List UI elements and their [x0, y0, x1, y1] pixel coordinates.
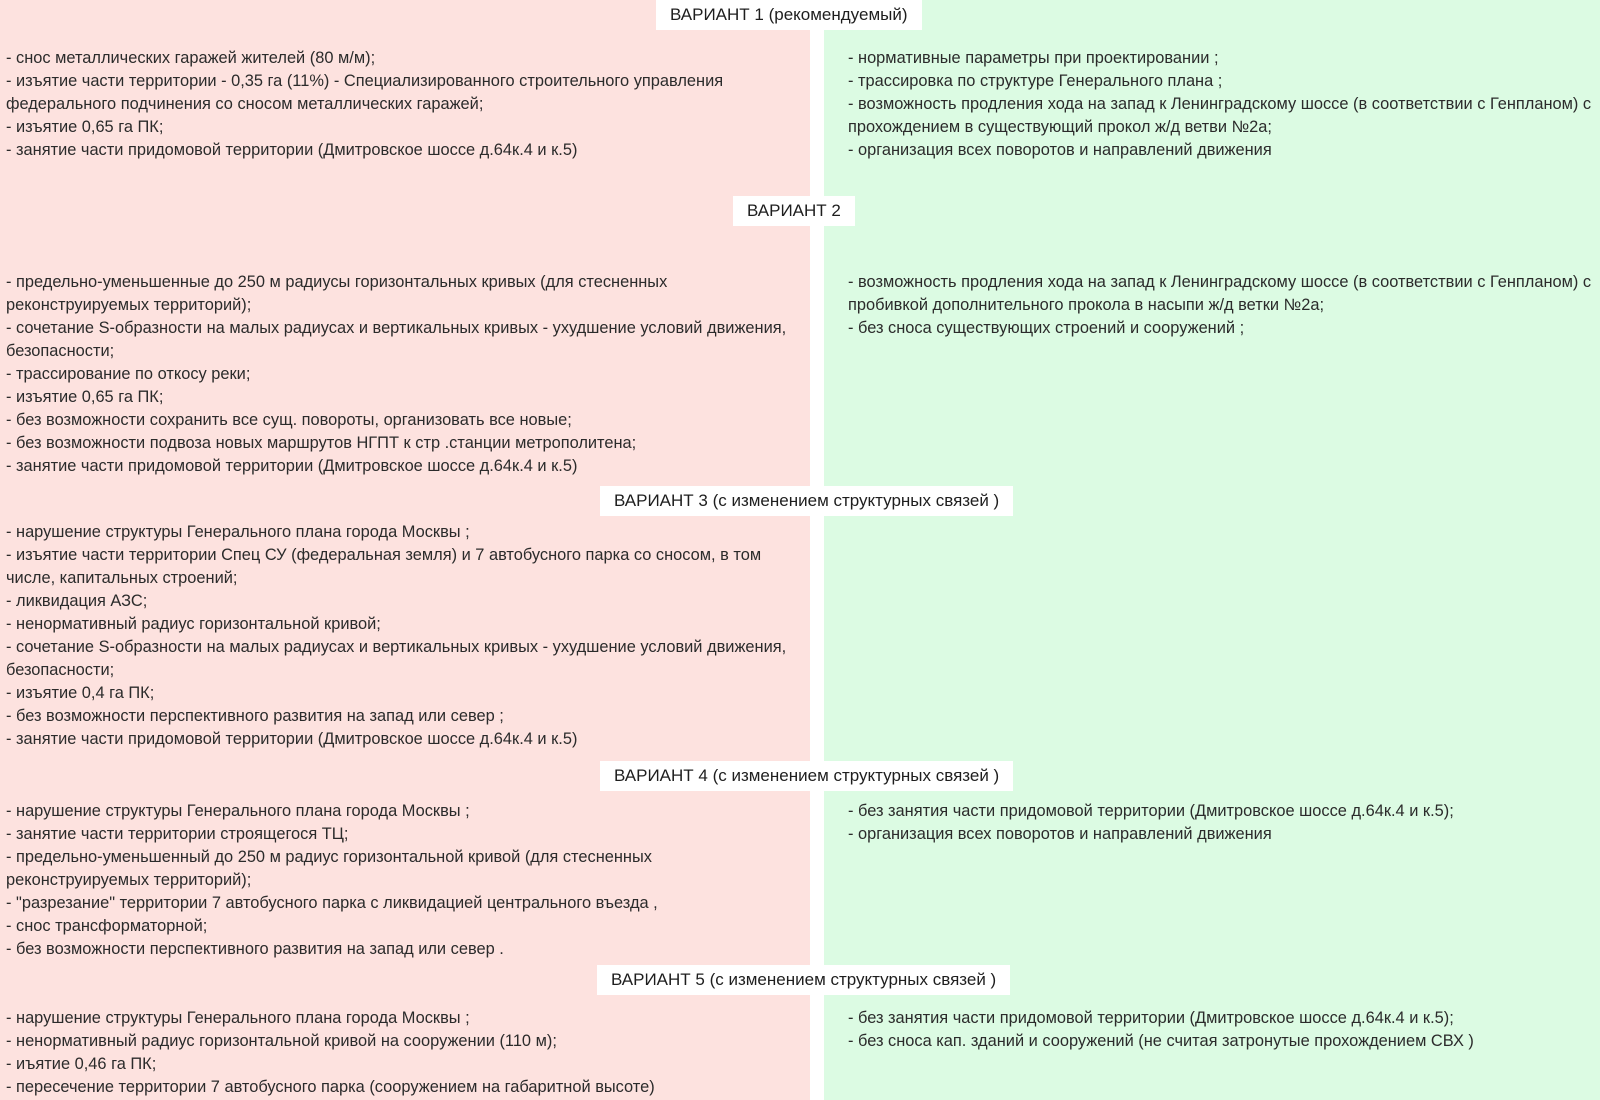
- list-item: - без занятия части придомовой территории (Дмитровское шоссе д.64к.4 и к.5);: [848, 1009, 1454, 1027]
- column-divider: [810, 0, 824, 1100]
- variant-2-heading: ВАРИАНТ 2: [733, 196, 855, 226]
- list-item: - снос трансформаторной;: [6, 917, 208, 935]
- list-item: - нарушение структуры Генерального плана города Москвы ;: [6, 802, 470, 820]
- list-item: - снос металлических гаражей жителей (80 м/м);: [6, 49, 376, 67]
- variant-4-heading: ВАРИАНТ 4 (с изменением структурных связей ): [600, 761, 1013, 791]
- list-item: - трассирование по откосу реки;: [6, 365, 251, 383]
- list-item: - сочетание S-образности на малых радиусах и вертикальных кривых - ухудшение условий движения, безопасности;: [6, 638, 787, 679]
- list-item: - предельно-уменьшенные до 250 м радиусы горизонтальных кривых (для стесненных реконструируемых территорий);: [6, 273, 668, 314]
- variant-5-cons-list: [6, 1007, 796, 1099]
- list-item: - "разрезание" территории 7 автобусного парка с ликвидацией центрального въезда ,: [6, 894, 658, 912]
- advantages-column: [813, 0, 1600, 1100]
- list-item: - изъятие части территории Спец СУ (федеральная земля) и 7 автобусного парка со сносом, в том числе, капитальных строений;: [6, 546, 762, 587]
- list-item: - нормативные параметры при проектировании ;: [848, 49, 1219, 67]
- list-item: - трассировка по структуре Генерального плана ;: [848, 72, 1223, 90]
- list-item: - нарушение структуры Генерального плана города Москвы ;: [6, 1009, 470, 1027]
- list-item: - без сноса существующих строений и сооружений ;: [848, 319, 1245, 337]
- list-item: - без занятия части придомовой территории (Дмитровское шоссе д.64к.4 и к.5);: [848, 802, 1454, 820]
- list-item: - ненормативный радиус горизонтальной кривой на сооружении (110 м);: [6, 1032, 557, 1050]
- list-item: - занятие части придомовой территории (Дмитровское шоссе д.64к.4 и к.5): [6, 141, 578, 159]
- list-item: - организация всех поворотов и направлений движения: [848, 825, 1272, 843]
- list-item: - изъятие 0,65 га ПК;: [6, 118, 164, 136]
- list-item: - изъятие части территории - 0,35 га (11%) - Специализированного строительного управления федерального подчинения со сносом металлических гаражей;: [6, 72, 724, 113]
- variant-3-cons-list: [6, 521, 796, 751]
- list-item: - изъятие 0,65 га ПК;: [6, 388, 164, 406]
- variant-4-cons-list: [6, 800, 796, 961]
- list-item: - ликвидация АЗС;: [6, 592, 148, 610]
- list-item: - изъятие 0,4 га ПК;: [6, 684, 155, 702]
- variant-2-cons-list: [6, 271, 796, 478]
- list-item: - возможность продления хода на запад к Ленинградскому шоссе (в соответствии с Генпланом) с прохождением в существующий прокол ж/д ветви №2а;: [848, 95, 1592, 136]
- list-item: - пересечение территории 7 автобусного парка (сооружением на габаритной высоте): [6, 1078, 655, 1096]
- variant-3-heading: ВАРИАНТ 3 (с изменением структурных связей ): [600, 486, 1013, 516]
- list-item: - нарушение структуры Генерального плана города Москвы ;: [6, 523, 470, 541]
- variant-2-pros-list: [848, 271, 1600, 340]
- list-item: - занятие части придомовой территории (Дмитровское шоссе д.64к.4 и к.5): [6, 730, 578, 748]
- list-item: - предельно-уменьшенный до 250 м радиус горизонтальной кривой (для стесненных реконструируемых территорий);: [6, 848, 652, 889]
- list-item: - возможность продления хода на запад к Ленинградскому шоссе (в соответствии с Генпланом) с пробивкой дополнительного прокола в насыпи ж/д ветки №2а;: [848, 273, 1592, 314]
- variant-1-cons-list: [6, 47, 796, 162]
- variant-1-heading: ВАРИАНТ 1 (рекомендуемый): [656, 0, 922, 30]
- list-item: - без возможности перспективного развития на запад или север .: [6, 940, 504, 958]
- list-item: - организация всех поворотов и направлений движения: [848, 141, 1272, 159]
- list-item: - без возможности подвоза новых маршрутов НГПТ к стр .станции метрополитена;: [6, 434, 637, 452]
- list-item: - ненормативный радиус горизонтальной кривой;: [6, 615, 381, 633]
- list-item: - иъятие 0,46 га ПК;: [6, 1055, 157, 1073]
- variant-5-heading: ВАРИАНТ 5 (с изменением структурных связей ): [597, 965, 1010, 995]
- variant-1-pros-list: [848, 47, 1600, 162]
- list-item: - без возможности сохранить все сущ. повороты, организовать все новые;: [6, 411, 572, 429]
- variant-5-pros-list: [848, 1007, 1600, 1053]
- list-item: - без сноса кап. зданий и сооружений (не считая затронутые прохождением СВХ ): [848, 1032, 1474, 1050]
- list-item: - занятие части придомовой территории (Дмитровское шоссе д.64к.4 и к.5): [6, 457, 578, 475]
- list-item: - без возможности перспективного развития на запад или север ;: [6, 707, 504, 725]
- variant-4-pros-list: [848, 800, 1600, 846]
- list-item: - сочетание S-образности на малых радиусах и вертикальных кривых - ухудшение условий движения, безопасности;: [6, 319, 787, 360]
- list-item: - занятие части территории строящегося ТЦ;: [6, 825, 349, 843]
